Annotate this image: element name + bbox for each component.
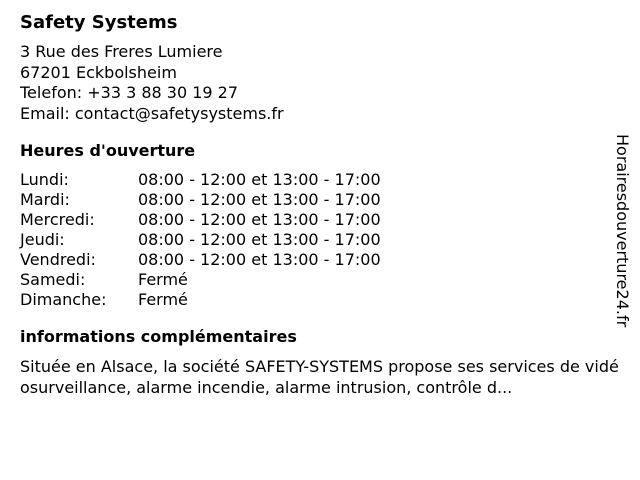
business-card xyxy=(20,10,620,398)
hours-row-vendredi xyxy=(20,250,620,270)
hours-row-samedi xyxy=(20,270,620,290)
hours-day: Mercredi: xyxy=(20,210,95,229)
hours-day: Lundi: xyxy=(20,170,69,189)
hours-value: 08:00 - 12:00 et 13:00 - 17:00 xyxy=(138,250,381,269)
hours-value: 08:00 - 12:00 et 13:00 - 17:00 xyxy=(138,190,381,209)
hours-row-jeudi xyxy=(20,230,620,250)
address-street: 3 Rue des Freres Lumiere xyxy=(20,42,223,61)
hours-row-dimanche xyxy=(20,290,620,310)
hours-row-lundi xyxy=(20,170,620,190)
hours-day: Dimanche: xyxy=(20,290,107,309)
hours-value: 08:00 - 12:00 et 13:00 - 17:00 xyxy=(138,170,381,189)
email-line: Email: contact@safetysystems.fr xyxy=(20,103,284,123)
hours-row-mardi xyxy=(20,190,620,210)
info-heading: informations complémentaires xyxy=(20,327,297,346)
hours-row-mercredi xyxy=(20,210,620,230)
hours-heading: Heures d'ouverture xyxy=(20,141,196,160)
hours-day: Samedi: xyxy=(20,270,86,289)
phone-line: Telefon: +33 3 88 30 19 27 xyxy=(20,83,239,102)
hours-day: Jeudi: xyxy=(20,230,65,249)
hours-value: 08:00 - 12:00 et 13:00 - 17:00 xyxy=(138,210,381,229)
site-watermark: Horairesdouverture24.fr xyxy=(613,134,632,328)
hours-table xyxy=(20,170,620,310)
hours-day: Mardi: xyxy=(20,190,70,209)
hours-day: Vendredi: xyxy=(20,250,96,269)
hours-value: Fermé xyxy=(138,270,188,289)
info-description: Située en Alsace, la société SAFETY-SYSTEMS propose ses services de vidéosurveillance, alarme incendie, alarme intrusion, contrôle d... xyxy=(20,357,619,397)
business-name: Safety Systems xyxy=(20,12,178,33)
address-city: 67201 Eckbolsheim xyxy=(20,62,177,82)
hours-value: 08:00 - 12:00 et 13:00 - 17:00 xyxy=(138,230,381,249)
address-block xyxy=(20,42,620,124)
hours-value: Fermé xyxy=(138,290,188,309)
